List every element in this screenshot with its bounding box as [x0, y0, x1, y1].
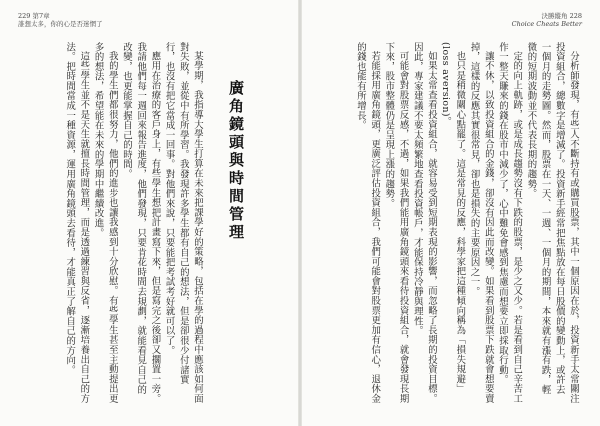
left-body-text: [26, 42, 204, 404]
left-paragraph: 我的學生們都很努力，他們的進步也讓我感到十分欣慰。有些學生甚至主動提出更多的想法，希望能在未來的學期中繼續改進。: [92, 42, 118, 404]
right-body-text: [318, 42, 580, 404]
left-paragraph: 這些學生並不是天生就擅長時間管理，而是透過練習與反省，逐漸培養出自己的方法。把時間當成一種資源，運用廣角鏡頭去看待，才能真正了解自己的方向。: [64, 42, 90, 404]
right-running-head: [512, 12, 582, 28]
right-paragraph: 讓不休，以致投資組合的金錢，卻沒有因此而改變。如果看到股票下跌就會想要賣掉，這樣的反應其實很常見，卻也是損失的主要原因之一。: [468, 42, 494, 404]
right-page: [300, 0, 600, 426]
right-book-title-page-number: 決勝縱角 228: [541, 12, 582, 20]
right-paragraph: 若能採用廣角鏡頭，更廣泛評估投資組合，我們可能會對股票更加有信心，退休金的錢也能有所增長。: [354, 42, 381, 404]
left-paragraph: 應用在治療的客戶身上，有些學生想把計畫寫下來，但是寫完之後卻又擱置一旁。我請他們每一週回來報告進度，他們發現，只要肯花時間去規劃，就能看見自己的改變，也更能掌握自己的時間。: [120, 42, 161, 404]
right-paragraph: 分析師發現，有些人不斷持有或購買股票，其中一個原因在於，投資新手太常關注投資組合，總數字是增減了。投資新手經常把焦點放在每日股價的變動上，或許去一個月的走勢圖。然而，股票在一天、一週、一個月的期間，本來就有漲有跌，輕微的短期波動並不代表長期的趨勢。: [525, 42, 579, 404]
right-paragraph: 可能會對股票反感，不過，如果我們能用廣角鏡頭來看待投資組合，就會發現長期下來，股市整體仍是呈現上漲的趨勢。: [383, 42, 409, 404]
right-book-subtitle: Choice Cheats Better: [511, 20, 582, 28]
right-paragraph: 如果太常查看投資組合，就容易受到短期表現的影響，而忽略了長期的投資目標。因此，專家建議不要太頻繁地查看投資帳戶，才能保持冷靜與理性。: [411, 42, 437, 404]
left-running-head: [18, 12, 103, 28]
right-paragraph: 定的向上軌跡，或是成長趨勢沒有下跌的股票，是少之又少。若是看到自己辛苦工作一整天賺來的錢在股市中減少了，心中難免會感到焦慮而想要立即採取行動。: [496, 42, 523, 404]
left-page-number-chapter: 229 第7章: [18, 12, 50, 20]
left-paragraph: 某學期，我指導大學生打算在未來把課學好的策略，包括在學的過程中應該如何面對失敗，並從中有所學習。我發現許多學生都有自己的想法，但是卻很少付諸實行，也沒有把它當成一回事。對他們來說，只要能把考試考好就可以了。: [163, 42, 203, 404]
left-chapter-subtitle: 誰想太多，你的心是否迷惘了: [18, 20, 103, 28]
right-paragraph: 也只是稍微關心點罷了。這是常見的反應，科學家把這種傾向稱為「損失規避」(loss aversion)。: [440, 42, 466, 395]
section-title: 廣角鏡頭與時間管理: [227, 80, 245, 242]
